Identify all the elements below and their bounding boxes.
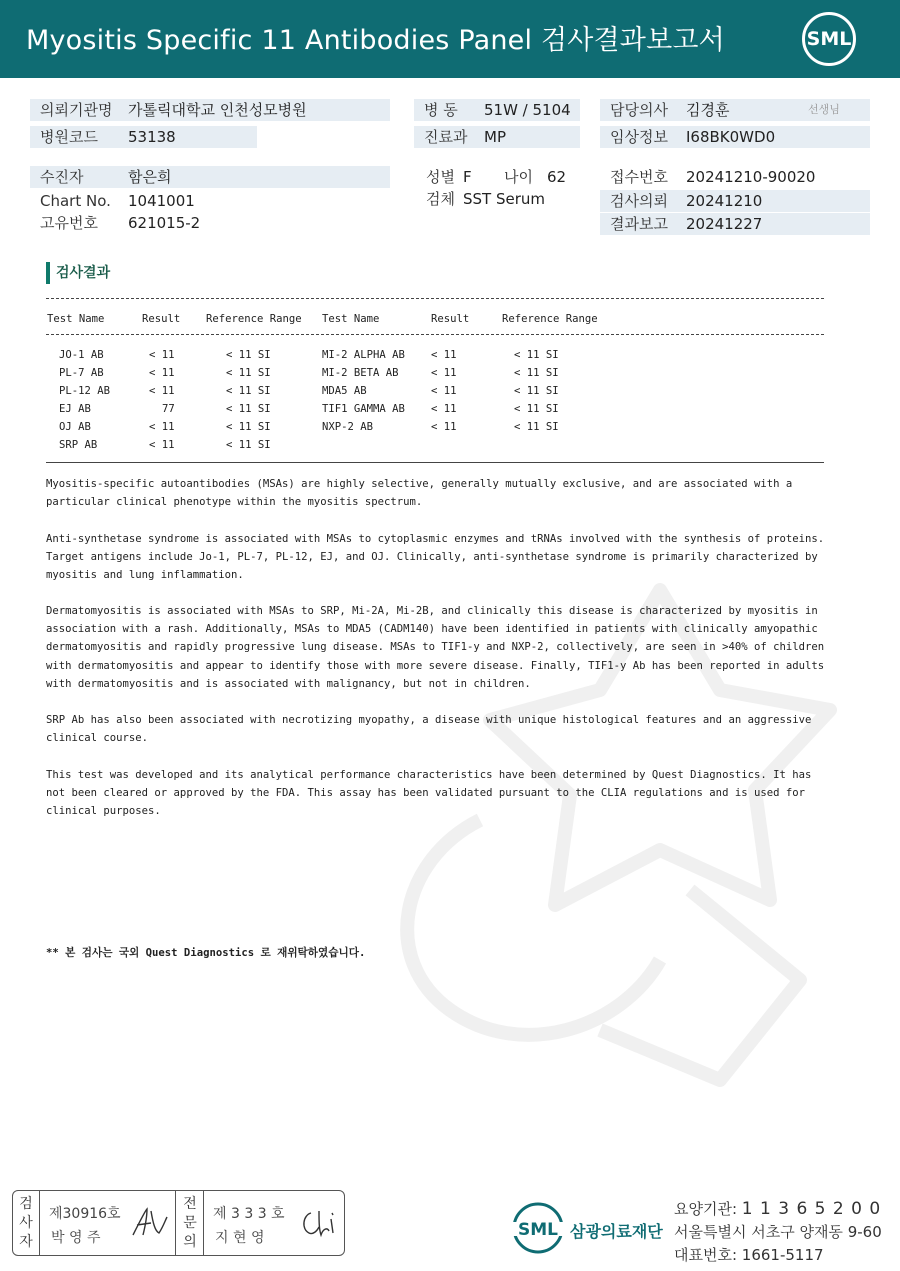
specimen-row: [414, 188, 584, 210]
receipt-label: 접수번호: [610, 168, 668, 186]
specimen-value: SST Serum: [463, 190, 546, 208]
paragraph-dermatomyositis: Dermatomyositis is associated with MSAs to SRP, Mi-2A, Mi-2B, and clinically this disease is characterized by myositis in association with a rash. Additionally, MSAs to MDA5 (CADM140) have been identified in patients with clinically amyopathic dermatomyositis and rapidly progressive lung disease. MSAs to TIF1-y and NXP-2, collectively, are seen in >40% of children with dermatomyositis and appear to identify those with more severe disease. Finally, TIF1-y Ab has been reported in adults with dermatomyositis and is associated with malignancy, but not in children.: [46, 605, 825, 690]
hospital-code-label: 병원코드: [40, 128, 98, 146]
signer1-heading-char: 검: [19, 1196, 33, 1212]
right-test-ref: < 11 SI: [514, 367, 559, 379]
ward-row: [414, 99, 580, 121]
patient-row: [30, 166, 390, 188]
signer2-heading: [181, 1195, 199, 1252]
paragraph-antisynthetase: Anti-synthetase syndrome is associated with MSAs to cytoplasmic enzymes and tRNAs involved with the synthesis of proteins. Target antigens include Jo-1, PL-7, PL-12, EJ, and OJ. Clinically, anti-synthetase syndrome is primarily characterized by myositis and lung inflammation.: [46, 533, 825, 582]
signer2-signature: [297, 1205, 337, 1241]
clinical-label: 임상정보: [610, 128, 668, 146]
header-result-2: Result: [431, 313, 470, 325]
footer-code: 1 1 3 6 5 2 0 0: [741, 1199, 882, 1219]
left-test-ref: < 11 SI: [226, 421, 271, 433]
footer-org-name: 삼광의료재단: [570, 1222, 663, 1241]
patient-label: 수진자: [40, 168, 84, 186]
right-test-name: NXP-2 AB: [322, 421, 374, 433]
footer-code-row: [674, 1198, 881, 1219]
doctor-suffix: 선생님: [808, 103, 840, 116]
signer1-heading-char: 자: [19, 1234, 33, 1250]
right-test-ref: < 11 SI: [514, 403, 559, 415]
footer-phone-label: 대표번호:: [674, 1246, 738, 1264]
doctor-row: [600, 99, 870, 121]
left-test-name: OJ AB: [59, 421, 91, 433]
right-test-name: TIF1 GAMMA AB: [322, 403, 405, 415]
dept-label: 진료과: [424, 128, 468, 146]
paragraph-srp: SRP Ab has also been associated with necrotizing myopathy, a disease with unique histological features and an aggressive clinical course.: [46, 714, 812, 745]
doctor-label: 담당의사: [610, 101, 668, 119]
footer-phone-row: [674, 1244, 824, 1265]
right-test-result: < 11: [431, 421, 457, 433]
request-row: [600, 190, 870, 212]
clinical-value: I68BK0WD0: [686, 128, 776, 146]
signer2-name: 지 현 영: [215, 1230, 265, 1246]
ward-value: 51W / 5104: [484, 101, 571, 119]
referral-note: ** 본 검사는 국외 Quest Diagnostics 로 재위탁하였습니다.: [46, 947, 366, 959]
right-test-ref: < 11 SI: [514, 385, 559, 397]
report-date-label: 결과보고: [610, 215, 668, 233]
left-test-ref: < 11 SI: [226, 385, 271, 397]
header-reference-1: Reference Range: [206, 313, 302, 325]
left-test-result: < 11: [149, 367, 175, 379]
left-test-ref: < 11 SI: [226, 349, 271, 361]
footer-logo-text: SML: [518, 1220, 558, 1240]
dept-row: [414, 126, 580, 148]
institution-row: [30, 99, 390, 121]
left-test-result: < 11: [149, 421, 175, 433]
signer1-signature: [129, 1205, 169, 1241]
footer-address: 서울특별시 서초구 양재동 9-60: [674, 1223, 882, 1241]
institution-label: 의뢰기관명: [40, 101, 113, 119]
left-test-ref: < 11 SI: [226, 403, 271, 415]
patient-value: 함은희: [128, 168, 172, 186]
specimen-label: 검체: [426, 190, 455, 208]
header-result-1: Result: [142, 313, 181, 325]
age-label: 나이: [504, 168, 533, 186]
left-test-name: PL-12 AB: [59, 385, 111, 397]
sex-value: F: [463, 168, 472, 186]
report-title: Myositis Specific 11 Antibodies Panel 검사결과보고서: [26, 25, 725, 56]
report-date-row: [600, 213, 870, 235]
sml-logo-text: SML: [806, 28, 852, 50]
right-test-name: MDA5 AB: [322, 385, 367, 397]
sex-age-row: [414, 166, 584, 188]
right-test-result: < 11: [431, 349, 457, 361]
signer2-license: 제 3 3 3 호: [213, 1206, 285, 1222]
chart-label: Chart No.: [40, 192, 111, 210]
left-test-result: 77: [162, 403, 175, 415]
sign-divider: [203, 1191, 204, 1255]
header-test-name-1: Test Name: [47, 313, 105, 325]
chart-value: 1041001: [128, 192, 195, 210]
id-row: [30, 212, 390, 234]
left-test-name: JO-1 AB: [59, 349, 104, 361]
signer1-name: 박 영 주: [51, 1230, 101, 1246]
clinical-row: [600, 126, 870, 148]
right-test-result: < 11: [431, 385, 457, 397]
table-rule-header: [46, 334, 824, 335]
paragraph-disclaimer: This test was developed and its analytical performance characteristics have been determined by Quest Diagnostics. It has not been cleared or approved by the FDA. This assay has been validated pursuant to the CLIA regulations and is used for clinical purposes.: [46, 769, 812, 818]
section-title: 검사결과: [46, 262, 110, 284]
signer1-heading-char: 사: [19, 1215, 33, 1231]
footer-code-label: 요양기관:: [674, 1200, 738, 1218]
right-test-ref: < 11 SI: [514, 349, 559, 361]
footer-phone: 1661-5117: [741, 1246, 824, 1264]
receipt-row: [600, 166, 870, 188]
age-value: 62: [547, 168, 567, 186]
report-header: [0, 0, 900, 78]
receipt-value: 20241210-90020: [686, 168, 816, 186]
sign-divider: [175, 1191, 176, 1255]
signer2-heading-char: 문: [183, 1215, 197, 1231]
left-test-result: < 11: [149, 349, 175, 361]
left-test-ref: < 11 SI: [226, 367, 271, 379]
signer1-license: 제30916호: [49, 1206, 121, 1222]
request-label: 검사의뢰: [610, 192, 668, 210]
signer2-heading-char: 의: [183, 1234, 197, 1250]
table-rule-top: [46, 298, 824, 299]
right-test-name: MI-2 BETA AB: [322, 367, 399, 379]
id-value: 621015-2: [128, 214, 201, 232]
footer-sml-logo: [510, 1200, 566, 1256]
left-test-result: < 11: [149, 439, 175, 451]
right-test-ref: < 11 SI: [514, 421, 559, 433]
hospital-code-value: 53138: [128, 128, 176, 146]
table-rule-bottom: [46, 462, 824, 463]
sign-divider: [39, 1191, 40, 1255]
hospital-code-row: [30, 126, 257, 148]
dept-value: MP: [484, 128, 506, 146]
request-value: 20241210: [686, 192, 763, 210]
header-reference-2: Reference Range: [502, 313, 598, 325]
right-test-result: < 11: [431, 367, 457, 379]
signer2-heading-char: 전: [183, 1196, 197, 1212]
signer1-heading: [17, 1195, 35, 1252]
left-test-name: EJ AB: [59, 403, 91, 415]
id-label: 고유번호: [40, 214, 98, 232]
doctor-value: 김경훈: [686, 101, 730, 119]
ward-label: 병 동: [424, 101, 458, 119]
signature-box: [12, 1190, 345, 1256]
sex-label: 성별: [426, 168, 455, 186]
institution-value: 가톨릭대학교 인천성모병원: [128, 101, 307, 119]
paragraph-msa-intro: Myositis-specific autoantibodies (MSAs) are highly selective, generally mutually exclusive, and are associated with a particular clinical phenotype within the myositis spectrum.: [46, 478, 793, 509]
report-date-value: 20241227: [686, 215, 763, 233]
left-test-result: < 11: [149, 385, 175, 397]
left-test-name: SRP AB: [59, 439, 98, 451]
sml-logo: [802, 12, 856, 66]
left-test-ref: < 11 SI: [226, 439, 271, 451]
right-test-name: MI-2 ALPHA AB: [322, 349, 405, 361]
left-test-name: PL-7 AB: [59, 367, 104, 379]
header-test-name-2: Test Name: [322, 313, 380, 325]
right-test-result: < 11: [431, 403, 457, 415]
chart-row: [30, 190, 390, 212]
